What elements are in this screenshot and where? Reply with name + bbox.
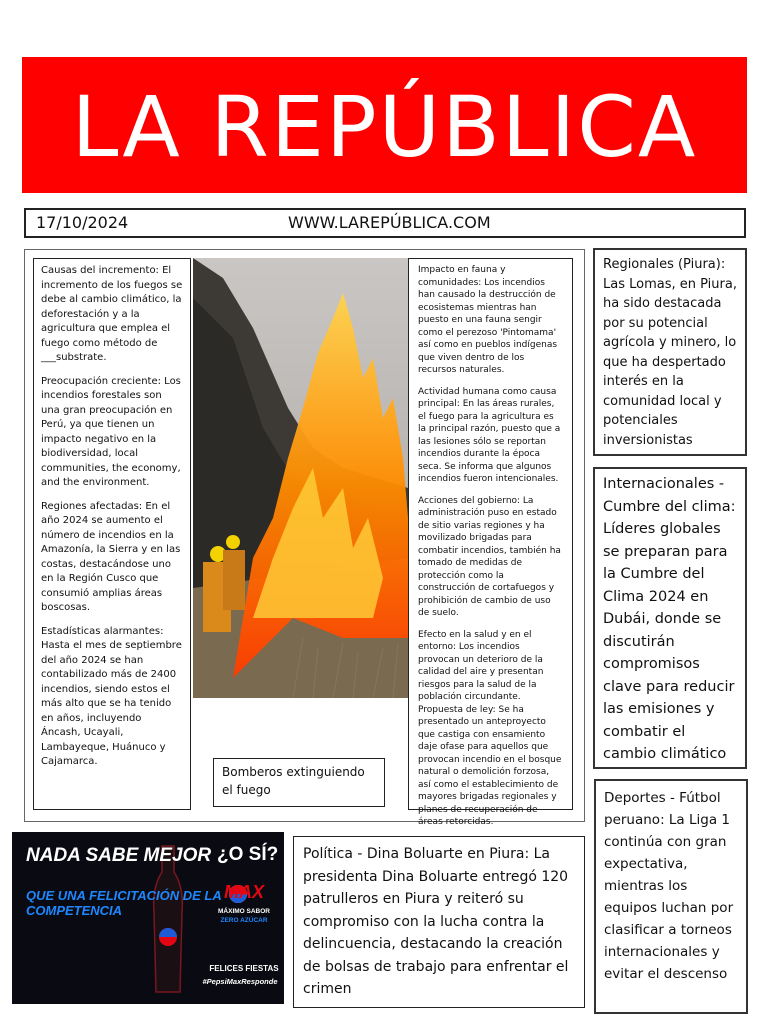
issue-date: 17/10/2024 — [36, 213, 129, 232]
ad-question: ¿O SÍ? — [217, 844, 279, 865]
ad-subheadline: QUE UNA FELICITACIÓN DE LA COMPETENCIA — [26, 888, 222, 918]
regional-news-box: Regionales (Piura): Las Lomas, en Piura, ha sido destacada por su potencial agrícola y minero, lo que ha despertado interés en la comunidad local y potenciales inversionistas — [593, 248, 747, 456]
pepsi-advertisement[interactable] — [12, 832, 284, 1004]
paragraph-regions: Regiones afectadas: En el año 2024 se aumento el número de incendios en la Amazonía, la Sierra y en las costas, destacándose uno en la Región Cusco que consumió amplias áreas boscosas. — [41, 500, 181, 613]
paragraph-government: Acciones del gobierno: La administración puso en estado de sitio varias regiones y ha movilizado brigadas para combatir incendios, también ha tomado de medidas de protección como la construcción de cortafuegos y prohibición de cambio de uso de suelo. — [418, 495, 561, 618]
ad-greeting: FELICES FIESTAS — [209, 964, 279, 973]
website-url[interactable]: WWW.LAREPÚBLICA.COM — [288, 213, 491, 232]
masthead — [22, 57, 747, 193]
sports-news-box: Deportes - Fútbol peruano: La Liga 1 continúa con gran expectativa, mientras los equipos luchan por clasificar a torneos internacionales y evitar el descenso — [594, 779, 748, 1014]
dateline-bar — [24, 208, 746, 238]
ad-hashtag: #PepsiMaxResponde — [202, 977, 278, 986]
photo-caption: Bomberos extinguiendo el fuego — [213, 758, 385, 807]
paragraph-concern: Preocupación creciente: Los incendios forestales son una gran preocupación en Perú, ya que tienen un impacto negativo en la biodiversidad, local communities, the economy, and the environment. — [41, 375, 181, 488]
ad-brand: MAX — [224, 882, 264, 902]
paragraph-fauna: Impacto en fauna y comunidades: Los incendios han causado la destrucción de ecosistemas mientras han puesto en una fauna sengir como el perezoso 'Pintomama' así como en pueblos indígenas que viven dentro de los recursos naturales. — [418, 265, 558, 375]
ad-headline: NADA SABE MEJOR — [26, 845, 212, 866]
paragraph-health: Efecto en la salud y en el entorno: Los incendios provocan un deterioro de la calidad del aire y presentan riesgos para la salud de la población circundante. — [418, 629, 544, 702]
paragraph-causes: Causas del incremento: El incremento de los fuegos se debe al cambio climático, la deforestación y a la agricultura que emplea el fuego como método de ___substrate. — [41, 265, 183, 363]
paragraph-statistics: Estadísticas alarmantes: Hasta el mes de septiembre del año 2024 se han contabilizado más de 2400 incendios, siendo estos el más alto que se ha tenido en años, incluyendo Áncash, Ucayali, Lambayeque, Huánuco y Cajamarca. — [41, 625, 182, 767]
newspaper-title: LA REPÚBLICA — [71, 78, 698, 176]
article-right-column — [408, 258, 573, 827]
paragraph-law-proposal: Propuesta de ley: Se ha presentado un anteproyecto que castiga con ensamiento daje ofase para aquellos que provocan incendio en el bosque natural o demolición forzosa, así como el establecimiento de mayores brigadas regionales y planes de recuperación de áreas retorcidas. — [418, 704, 562, 827]
wildfire-photo — [193, 258, 408, 698]
politics-news-box: Política - Dina Boluarte en Piura: La presidenta Dina Boluarte entregó 120 patrulleros en Piura y reiteró su compromiso con la lucha contra la delincuencia, destacando la creación de bolsas de trabajo para enfrentar el crimen — [293, 836, 585, 1008]
ad-slogan: MÁXIMO SABOR — [218, 908, 270, 915]
paragraph-human-activity: Actividad humana como causa principal: En las áreas rurales, el fuego para la agricultura es la principal razón, puesto que a las lesiones sólo se reportan incendios durante la época seca. Se informa que algunos incendios fueron intencionales. — [418, 386, 561, 484]
article-left-column — [33, 258, 191, 810]
international-news-box: Internacionales - Cumbre del clima: Líderes globales se preparan para la Cumbre del Clima 2024 en Dubái, donde se discutirán compromisos clave para reducir las emisiones y combatir el cambio climático — [593, 467, 747, 769]
ad-slogan-zero: ZERO AZÚCAR — [220, 917, 268, 924]
